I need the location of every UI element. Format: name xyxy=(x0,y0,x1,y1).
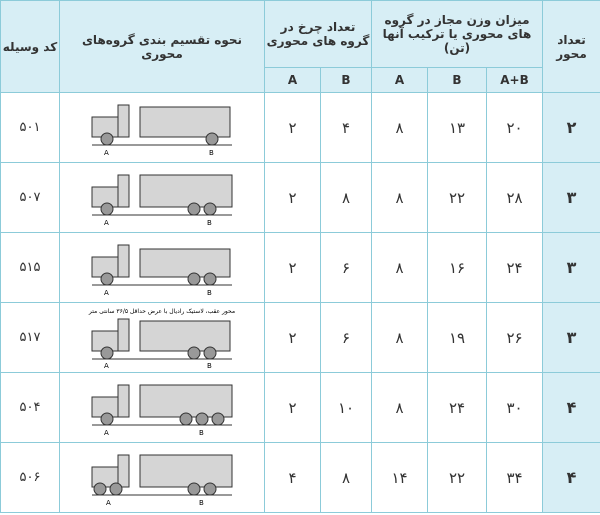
subheader-weight-ab: A+B xyxy=(487,68,543,93)
weight-ab-cell: ۲۰ xyxy=(487,93,543,163)
vehicle-diagram-cell xyxy=(60,443,265,513)
table-row xyxy=(1,93,600,163)
vehicle-code-cell: ۵۰۷ xyxy=(1,163,60,233)
wheel-b-cell: ۸ xyxy=(321,163,372,233)
wheel-a-cell: ۴ xyxy=(265,443,321,513)
wheel-b-cell: ۶ xyxy=(321,303,372,373)
weight-a-cell: ۸ xyxy=(372,303,428,373)
header-wheel-count: تعداد چرخ در گروه های محوری xyxy=(265,1,372,68)
axle-label-a: A xyxy=(104,288,109,297)
table-row xyxy=(1,303,600,373)
axle-label-b: B xyxy=(207,361,212,370)
weight-b-cell: ۱۶ xyxy=(428,233,487,303)
axle-count-cell: ۲ xyxy=(543,93,600,163)
header-grouping: نحوه تقسیم بندی گروه‌های محوری xyxy=(60,1,265,93)
wheel-a-cell: ۲ xyxy=(265,163,321,233)
axle-label-b: B xyxy=(209,148,214,157)
weight-ab-cell: ۲۶ xyxy=(487,303,543,373)
table-row xyxy=(1,233,600,303)
vehicle-diagram-cell xyxy=(60,373,265,443)
table-row xyxy=(1,373,600,443)
truck-4-axle-diagram xyxy=(82,379,242,437)
axle-label-a: A xyxy=(106,498,111,507)
axle-count-cell: ۳ xyxy=(543,303,600,373)
weight-ab-cell: ۲۸ xyxy=(487,163,543,233)
diagram-note: محور عقب، لاستیک رادیال با عرض حداقل ۳۶/۵ سانتی متر xyxy=(88,307,236,315)
weight-ab-cell: ۳۴ xyxy=(487,443,543,513)
truck-2-axle-diagram xyxy=(82,99,242,157)
vehicle-code-cell: ۵۱۵ xyxy=(1,233,60,303)
table-row xyxy=(1,443,600,513)
vehicle-diagram-cell xyxy=(60,93,265,163)
weight-b-cell: ۱۳ xyxy=(428,93,487,163)
weight-a-cell: ۱۴ xyxy=(372,443,428,513)
wheel-b-cell: ۴ xyxy=(321,93,372,163)
axle-count-cell: ۳ xyxy=(543,163,600,233)
axle-label-a: A xyxy=(104,361,109,370)
vehicle-code-cell: ۵۰۴ xyxy=(1,373,60,443)
wheel-b-cell: ۶ xyxy=(321,233,372,303)
truck-4-axle-diagram xyxy=(82,449,242,507)
weight-ab-cell: ۳۰ xyxy=(487,373,543,443)
vehicle-code-cell: ۵۰۶ xyxy=(1,443,60,513)
subheader-wheel-a: A xyxy=(265,68,321,93)
weight-a-cell: ۸ xyxy=(372,373,428,443)
table-row xyxy=(1,163,600,233)
weight-a-cell: ۸ xyxy=(372,233,428,303)
wheel-a-cell: ۲ xyxy=(265,93,321,163)
axle-label-a: A xyxy=(104,218,109,227)
weight-b-cell: ۱۹ xyxy=(428,303,487,373)
wheel-b-cell: ۱۰ xyxy=(321,373,372,443)
axle-count-cell: ۴ xyxy=(543,373,600,443)
header-max-weight: میزان وزن مجاز در گروه های محوری یا ترکیب آنها (تن) xyxy=(372,1,543,68)
truck-3-axle-diagram xyxy=(62,305,262,371)
wheel-a-cell: ۲ xyxy=(265,303,321,373)
axle-label-a: A xyxy=(104,428,109,437)
axle-count-cell: ۴ xyxy=(543,443,600,513)
subheader-wheel-b: B xyxy=(321,68,372,93)
axle-label-b: B xyxy=(207,288,212,297)
wheel-b-cell: ۸ xyxy=(321,443,372,513)
vehicle-diagram-cell xyxy=(60,303,265,373)
vehicle-diagram-cell xyxy=(60,163,265,233)
weight-a-cell: ۸ xyxy=(372,93,428,163)
vehicle-code-cell: ۵۰۱ xyxy=(1,93,60,163)
weight-b-cell: ۲۲ xyxy=(428,163,487,233)
axle-label-b: B xyxy=(199,498,204,507)
truck-3-axle-diagram xyxy=(82,239,242,297)
vehicle-diagram-cell xyxy=(60,233,265,303)
header-vehicle-code: کد وسیله xyxy=(1,1,60,93)
vehicle-code-cell: ۵۱۷ xyxy=(1,303,60,373)
weight-a-cell: ۸ xyxy=(372,163,428,233)
truck-3-axle-diagram xyxy=(82,169,242,227)
axle-label-a: A xyxy=(104,148,109,157)
weight-ab-cell: ۲۴ xyxy=(487,233,543,303)
axle-label-b: B xyxy=(207,218,212,227)
subheader-weight-b: B xyxy=(428,68,487,93)
weight-b-cell: ۲۴ xyxy=(428,373,487,443)
axle-label-b: B xyxy=(199,428,204,437)
subheader-weight-a: A xyxy=(372,68,428,93)
wheel-a-cell: ۲ xyxy=(265,373,321,443)
axle-count-cell: ۳ xyxy=(543,233,600,303)
weight-b-cell: ۲۲ xyxy=(428,443,487,513)
wheel-a-cell: ۲ xyxy=(265,233,321,303)
header-axle-count: تعداد محور xyxy=(543,1,600,93)
